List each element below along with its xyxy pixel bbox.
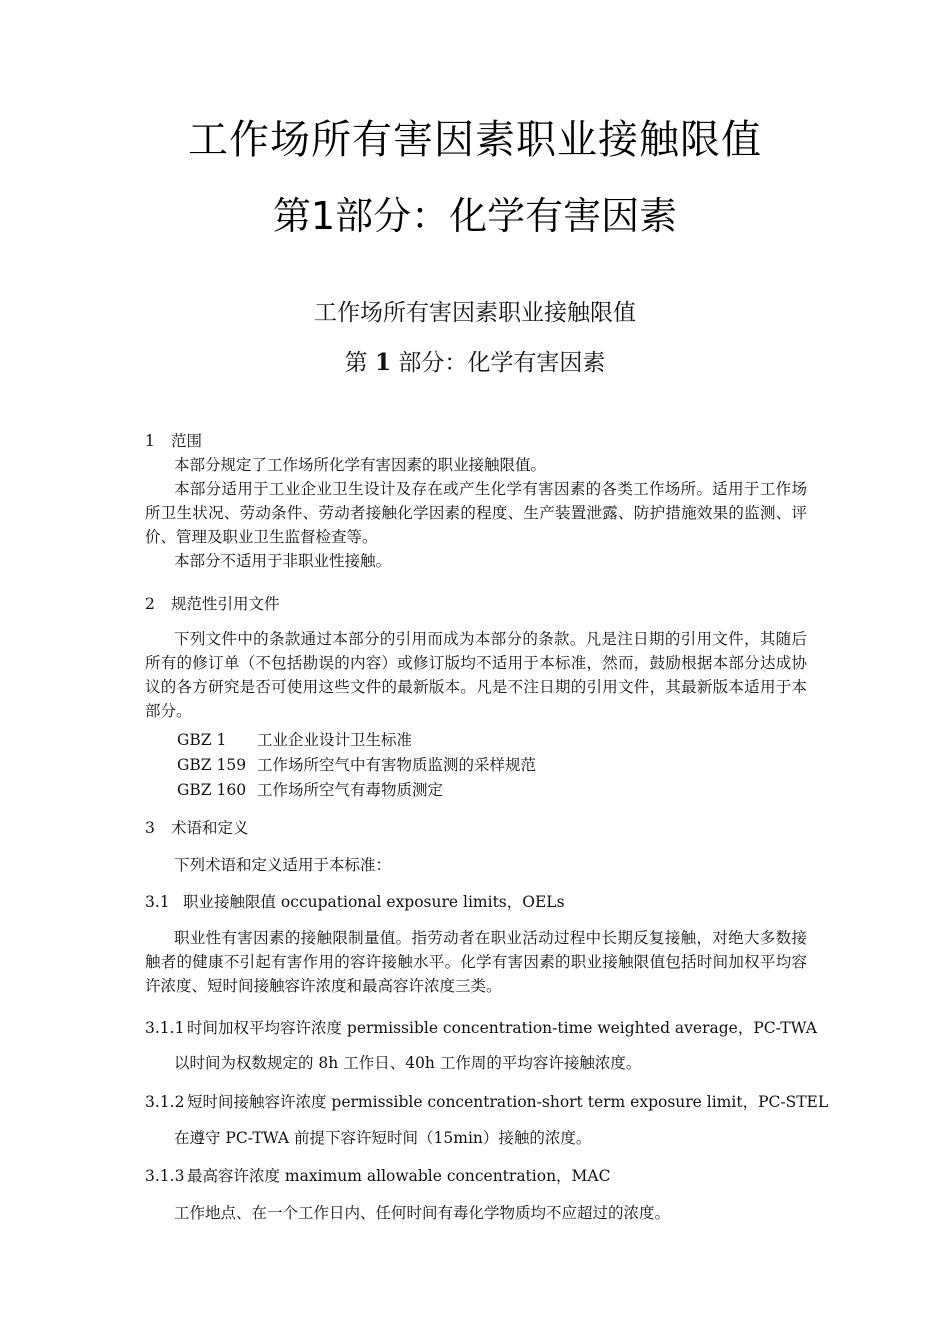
paragraph: 本部分适用于工业企业卫生设计及存在或产生化学有害因素的各类工作场所。适用于工作场所卫生状况、劳动条件、劳动者接触化学因素的程度、生产装置泄露、防护措施效果的监测、评价、管理及职业卫生监督检查等。: [145, 480, 807, 546]
term-3-1-2: 3.1.2 短时间接触容许浓度 permissible concentration-short term exposure limit，PC-STEL: [145, 1093, 829, 1111]
term-3-1: 3.1 职业接触限值 occupational exposure limits，OELs: [145, 893, 565, 911]
term-3-1-1-definition: 以时间为权数规定的 8h 工作日、40h 工作周的平均容许接触浓度。: [174, 1054, 642, 1072]
section-heading-references: 2 规范性引用文件: [145, 595, 280, 613]
section-references-body: [145, 627, 807, 723]
paragraph: 下列文件中的条款通过本部分的引用而成为本部分的条款。凡是注日期的引用文件，其随后所有的修订单（不包括勘误的内容）或修订版均不适用于本标准，然而，鼓励根据本部分达成协议的各方研究是否可使用这些文件的最新版本。凡是不注日期的引用文件，其最新版本适用于本部分。: [145, 630, 807, 720]
term-3-1-1: 3.1.1 时间加权平均容许浓度 permissible concentration-time weighted average，PC-TWA: [145, 1019, 817, 1037]
section-heading-terms: 3 术语和定义: [145, 819, 249, 837]
section-scope-body: [145, 453, 807, 573]
paragraph: 本部分规定了工作场所化学有害因素的职业接触限值。: [174, 456, 547, 474]
standard-part-title: 第 1 部分：化学有害因素: [344, 349, 606, 376]
document-part-title: 第1部分：化学有害因素: [272, 194, 678, 238]
term-3-1-definition: 职业性有害因素的接触限制量值。指劳动者在职业活动过程中长期反复接触，对绝大多数接触者的健康不引起有害作用的容许接触水平。化学有害因素的职业接触限值包括时间加权平均容许浓度、短时间接触容许浓度和最高容许浓度三类。: [145, 929, 807, 995]
paragraph: 本部分不适用于非职业性接触。: [174, 552, 392, 570]
terms-intro: 下列术语和定义适用于本标准：: [174, 856, 392, 874]
term-3-1-3-definition: 工作地点、在一个工作日内、任何时间有毒化学物质均不应超过的浓度。: [174, 1204, 671, 1222]
reference-item: GBZ 159 工作场所空气中有害物质监测的采样规范: [177, 756, 537, 774]
document-title: 工作场所有害因素职业接触限值: [188, 117, 762, 163]
reference-item: GBZ 160 工作场所空气有毒物质测定: [177, 781, 444, 799]
standard-title: 工作场所有害因素职业接触限值: [314, 300, 636, 326]
section-heading-scope: 1 范围: [145, 432, 203, 450]
term-3-1-2-definition: 在遵守 PC-TWA 前提下容许短时间（15min）接触的浓度。: [174, 1129, 592, 1147]
term-3-1-3: 3.1.3 最高容许浓度 maximum allowable concentration，MAC: [145, 1167, 611, 1185]
reference-item: GBZ 1 工业企业设计卫生标准: [177, 731, 413, 749]
